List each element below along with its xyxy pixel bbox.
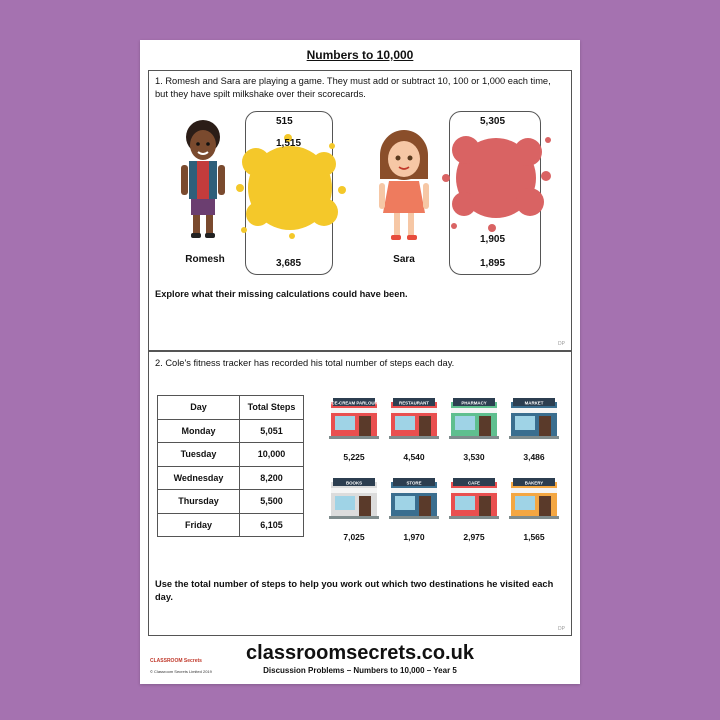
table-cell-day: Wednesday: [158, 466, 240, 490]
table-cell-day: Monday: [158, 419, 240, 443]
sara-value-2: 1,905: [480, 234, 506, 245]
table-cell-day: Thursday: [158, 490, 240, 514]
table-cell-steps: 5,051: [240, 419, 304, 443]
svg-text:RESTAURANT: RESTAURANT: [399, 400, 429, 406]
sara-illustration: [375, 129, 433, 245]
svg-text:MARKET: MARKET: [524, 400, 544, 406]
svg-text:BOOKS: BOOKS: [345, 480, 363, 486]
table-cell-steps: 8,200: [240, 466, 304, 490]
question-1-box: [148, 70, 572, 351]
question-2-code: DP: [558, 626, 565, 632]
copyright-text: © Classroom Secrets Limited 2019: [150, 669, 212, 674]
svg-text:BAKERY: BAKERY: [524, 480, 544, 486]
shop-steps-value: 1,565: [523, 532, 545, 542]
shop-icon: [509, 476, 559, 520]
footer-subtitle: Discussion Problems – Numbers to 10,000 – Year 5: [263, 666, 457, 675]
table-row: [158, 419, 304, 443]
table-row: [158, 513, 304, 537]
romesh-value-1: 515: [276, 116, 293, 127]
shop-steps-value: 3,486: [523, 452, 545, 462]
question-1-text: 1. Romesh and Sara are playing a game. They must add or subtract 10, 100 or 1,000 each time, but they have spilt milkshake over their scorecards.: [155, 76, 551, 99]
shop-icon: [389, 476, 439, 520]
shop-steps-value: 7,025: [343, 532, 365, 542]
table-header-day: Day: [158, 396, 240, 420]
footer-website: classroomsecrets.co.uk: [246, 642, 474, 664]
question-2-box: [148, 351, 572, 636]
shop-icon: [329, 476, 379, 520]
sara-value-1: 5,305: [480, 116, 506, 127]
shop-steps-value: 5,225: [343, 452, 365, 462]
romesh-value-final: 3,685: [276, 258, 302, 269]
question-2-text: 2. Cole's fitness tracker has recorded his total number of steps each day.: [155, 358, 455, 368]
question-1-code: DP: [558, 341, 565, 347]
table-cell-day: Tuesday: [158, 443, 240, 467]
shop-icon: [449, 476, 499, 520]
table-header-steps: Total Steps: [240, 396, 304, 420]
table-cell-steps: 5,500: [240, 490, 304, 514]
sara-scorecard: [449, 111, 541, 275]
question-1-prompt: Explore what their missing calculations could have been.: [155, 289, 408, 299]
romesh-illustration: [177, 119, 229, 245]
shop-icon: [329, 396, 379, 440]
svg-text:PHARMACY: PHARMACY: [461, 400, 487, 406]
worksheet-title: Numbers to 10,000: [306, 48, 414, 62]
table-row: [158, 490, 304, 514]
table-cell-day: Friday: [158, 513, 240, 537]
steps-table: [157, 395, 304, 537]
shop-steps-value: 1,970: [403, 532, 425, 542]
svg-text:STORE: STORE: [406, 480, 422, 486]
table-row: [158, 443, 304, 467]
shop-steps-value: 3,530: [463, 452, 485, 462]
sara-name: Sara: [393, 254, 415, 265]
romesh-value-2: 1,515: [276, 138, 302, 149]
question-2-prompt: Use the total number of steps to help you work out which two destinations he visited each day.: [155, 579, 554, 602]
table-cell-steps: 6,105: [240, 513, 304, 537]
shop-icon: [449, 396, 499, 440]
shop-steps-value: 2,975: [463, 532, 485, 542]
shop-steps-value: 4,540: [403, 452, 425, 462]
table-header-row: [158, 396, 304, 420]
sara-value-final: 1,895: [480, 258, 506, 269]
table-cell-steps: 10,000: [240, 443, 304, 467]
shop-icon: [509, 396, 559, 440]
romesh-name: Romesh: [185, 254, 225, 265]
romesh-scorecard: [245, 111, 333, 275]
shop-icon: [389, 396, 439, 440]
classroom-secrets-logo: CLASSROOM Secrets: [150, 658, 202, 664]
svg-text:CAFE: CAFE: [468, 480, 480, 486]
worksheet: [140, 40, 580, 684]
table-row: [158, 466, 304, 490]
red-milkshake-splash: [440, 124, 556, 240]
svg-text:ICE-CREAM PARLOUR: ICE-CREAM PARLOUR: [330, 400, 378, 406]
